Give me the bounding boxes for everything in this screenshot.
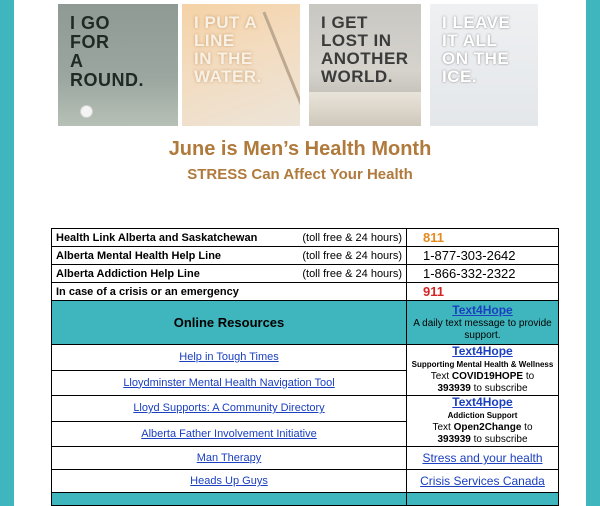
tile-text: I GET LOST IN ANOTHER WORLD. [321,13,409,86]
tile-text: I LEAVE IT ALL ON THE ICE. [442,13,511,86]
helpline-name: Health Link Alberta and Saskatchewan [56,231,258,244]
text4hope-code: Open2Change [453,422,522,433]
resource-row [52,470,559,493]
golf-tile [58,4,178,126]
helpline-number: 1-866-332-2322 [407,265,559,283]
helpline-note: (toll free & 24 hours) [302,231,402,244]
text4hope-number: 393939 [437,383,471,394]
hockey-tile [430,4,538,126]
helpline-note: (toll free & 24 hours) [302,267,402,280]
resource-row [52,396,559,422]
banner-tiles [58,4,538,128]
helpline-row [52,283,559,301]
navigation-tool-link[interactable]: Lloydminster Mental Health Navigation Tool [123,376,335,389]
reading-tile [309,4,421,126]
text4hope-subtitle: Addiction Support [447,411,518,420]
golf-ball-icon [80,105,93,118]
helpline-number: 911 [407,283,559,301]
crisis-services-link[interactable]: Crisis Services Canada [420,474,545,488]
man-therapy-link[interactable]: Man Therapy [196,452,262,464]
text4hope-number: 393939 [437,434,471,445]
page-title: June is Men’s Health Month [168,138,432,160]
text4hope-link[interactable]: Text4Hope [452,344,513,358]
tile-text: I GO FOR A ROUND. [70,13,144,90]
text4hope-link[interactable]: Text4Hope [452,395,513,409]
helpline-note: (toll free & 24 hours) [302,249,402,262]
helpline-name: Alberta Addiction Help Line [56,267,200,280]
help-in-tough-times-link[interactable]: Help in Tough Times [179,351,279,364]
helpline-row [52,247,559,265]
heads-up-guys-link[interactable]: Heads Up Guys [190,475,268,487]
right-border [586,0,600,506]
text4hope-code: COVID19HOPE [451,371,524,382]
text4hope-subtitle: Supporting Mental Health & Wellness [411,360,554,369]
text4hope-mid: to [523,371,535,382]
helpline-number: 811 [407,229,559,247]
left-border [0,0,14,506]
resources-table [51,228,559,506]
text4hope-pre: Text [432,422,454,433]
text4hope-desc: A daily text message to provide support. [413,317,552,341]
helpline-number: 1-877-303-2642 [407,247,559,265]
community-directory-link[interactable]: Lloyd Supports: A Community Directory [133,402,325,415]
resource-row [52,345,559,371]
online-resources-header-row [52,301,559,345]
fishing-rod-icon [263,11,300,114]
book-icon [309,92,421,126]
tile-text: I PUT A LINE IN THE WATER. [194,13,262,86]
online-resources-heading: Online Resources [173,315,285,330]
text4hope-wellness-cell [407,345,559,396]
resource-row [52,447,559,470]
father-involvement-link[interactable]: Alberta Father Involvement Initiative [141,427,317,440]
text4hope-post: to subscribe [470,434,528,445]
text4hope-cell [407,301,559,345]
helpline-row [52,265,559,283]
fishing-tile [182,4,300,126]
text4hope-mid: to [521,422,533,433]
footer-row [52,493,559,506]
helpline-name: In case of a crisis or an emergency [56,285,239,298]
helpline-name: Alberta Mental Health Help Line [56,249,222,262]
helpline-row [52,229,559,247]
text4hope-pre: Text [430,371,452,382]
text4hope-addiction-cell [407,396,559,447]
text4hope-post: to subscribe [470,383,528,394]
stress-health-link[interactable]: Stress and your health [422,451,543,465]
text4hope-link[interactable]: Text4Hope [452,302,513,317]
page-subtitle: STRESS Can Affect Your Health [187,166,413,183]
